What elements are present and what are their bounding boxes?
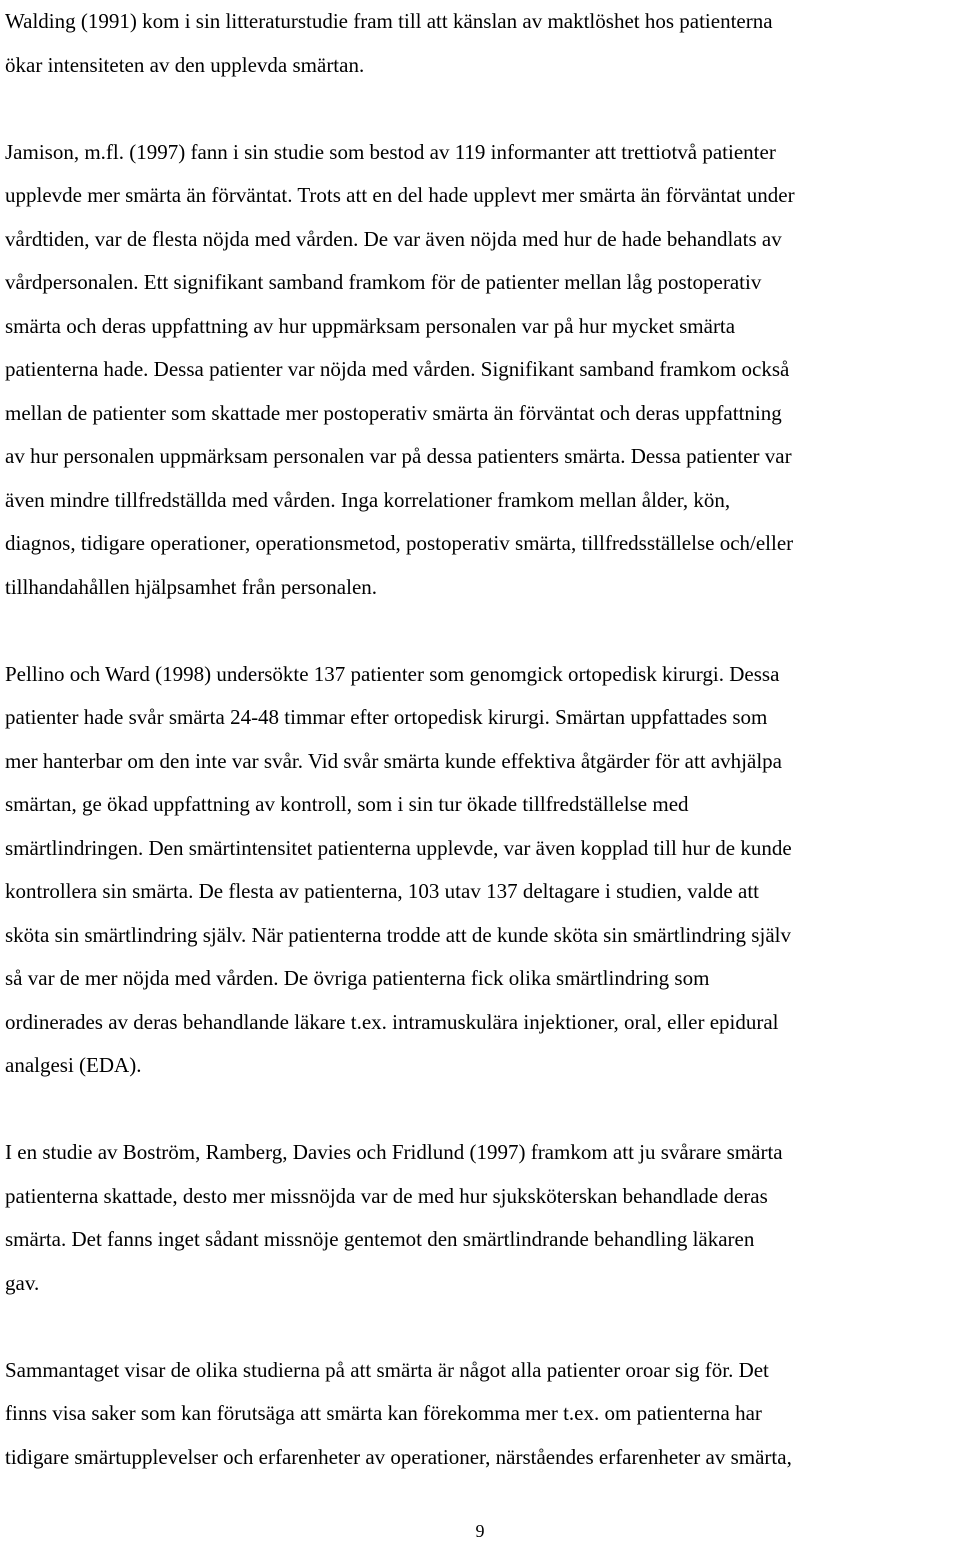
paragraph-spacer	[5, 1088, 960, 1132]
text-line: smärta och deras uppfattning av hur uppmärksam personalen var på hur mycket smärta	[5, 313, 736, 338]
paragraph-summary	[5, 1349, 960, 1480]
text-line: patienterna hade. Dessa patienter var nöjda med vården. Signifikant samband framkom också	[5, 357, 790, 381]
text-line: vårdpersonalen. Ett signifikant samband framkom för de patienter mellan låg postoperativ	[5, 270, 762, 294]
text-line: smärtlindringen. Den smärtintensitet patienterna upplevde, var även kopplad till hur de kunde	[5, 835, 792, 860]
paragraph-bostrom	[5, 1131, 960, 1305]
text-line: ordinerades av deras behandlande läkare t.ex. intramuskulära injektioner, oral, eller epidural	[5, 1009, 779, 1034]
text-line: tillhandahållen hjälpsamhet från personalen.	[5, 574, 378, 599]
text-line: smärtan, ge ökad uppfattning av kontroll, som i sin tur ökade tillfredställelse med	[5, 792, 689, 816]
text-line: vårdtiden, var de flesta nöjda med vården. De var även nöjda med hur de hade behandlats av	[5, 226, 782, 251]
text-line: Walding (1991) kom i sin litteraturstudie fram till att känslan av maktlöshet hos patienterna	[5, 9, 773, 33]
text-line: mellan de patienter som skattade mer postoperativ smärta än förväntat och deras uppfattning	[5, 400, 782, 425]
text-line: även mindre tillfredställda med vården. Inga korrelationer framkom mellan ålder, kön,	[5, 487, 731, 512]
paragraph-walding	[5, 0, 960, 87]
text-line: kontrollera sin smärta. De flesta av patienterna, 103 utav 137 deltagare i studien, valde att	[5, 879, 759, 903]
text-line: Sammantaget visar de olika studierna på att smärta är något alla patienter oroar sig för. Det	[5, 1357, 769, 1382]
text-line: diagnos, tidigare operationer, operationsmetod, postoperativ smärta, tillfredsställelse och/eller	[5, 531, 794, 555]
paragraph-spacer	[5, 1305, 960, 1349]
text-line: Jamison, m.fl. (1997) fann i sin studie som bestod av 119 informanter att trettiotvå patienter	[5, 139, 776, 164]
paragraph-pellino-ward	[5, 653, 960, 1088]
paragraph-spacer	[5, 87, 960, 131]
page-number: 9	[475, 1521, 485, 1541]
text-line: smärta. Det fanns inget sådant missnöje gentemot den smärtlindrande behandling läkaren	[5, 1227, 755, 1251]
text-line: finns visa saker som kan förutsäga att smärta kan förekomma mer t.ex. om patienterna har	[5, 1401, 762, 1425]
text-line: tidigare smärtupplevelser och erfarenheter av operationer, närståendes erfarenheter av smärta,	[5, 1444, 792, 1469]
text-line: I en studie av Boström, Ramberg, Davies och Fridlund (1997) framkom att ju svårare smärta	[5, 1140, 783, 1164]
text-line: ökar intensiteten av den upplevda smärtan.	[5, 52, 365, 77]
text-line: sköta sin smärtlindring själv. När patienterna trodde att de kunde sköta sin smärtlindring själv	[5, 922, 791, 947]
text-line: patienter hade svår smärta 24-48 timmar efter ortopedisk kirurgi. Smärtan uppfattades som	[5, 705, 768, 729]
text-line: upplevde mer smärta än förväntat. Trots att en del hade upplevt mer smärta än förväntat under	[5, 183, 795, 207]
paragraph-jamison	[5, 131, 960, 610]
text-line: gav.	[5, 1270, 40, 1295]
text-line: patienterna skattade, desto mer missnöjda var de med hur sjuksköterskan behandlade deras	[5, 1183, 768, 1208]
paragraph-spacer	[5, 609, 960, 653]
document-page	[5, 0, 960, 1479]
text-line: mer hanterbar om den inte var svår. Vid svår smärta kunde effektiva åtgärder för att avhjälpa	[5, 748, 782, 773]
text-line: analgesi (EDA).	[5, 1053, 142, 1077]
text-line: Pellino och Ward (1998) undersökte 137 patienter som genomgick ortopedisk kirurgi. Dessa	[5, 661, 780, 686]
text-line: av hur personalen uppmärksam personalen var på dessa patienters smärta. Dessa patienter var	[5, 444, 792, 468]
text-line: så var de mer nöjda med vården. De övriga patienterna fick olika smärtlindring som	[5, 966, 710, 990]
